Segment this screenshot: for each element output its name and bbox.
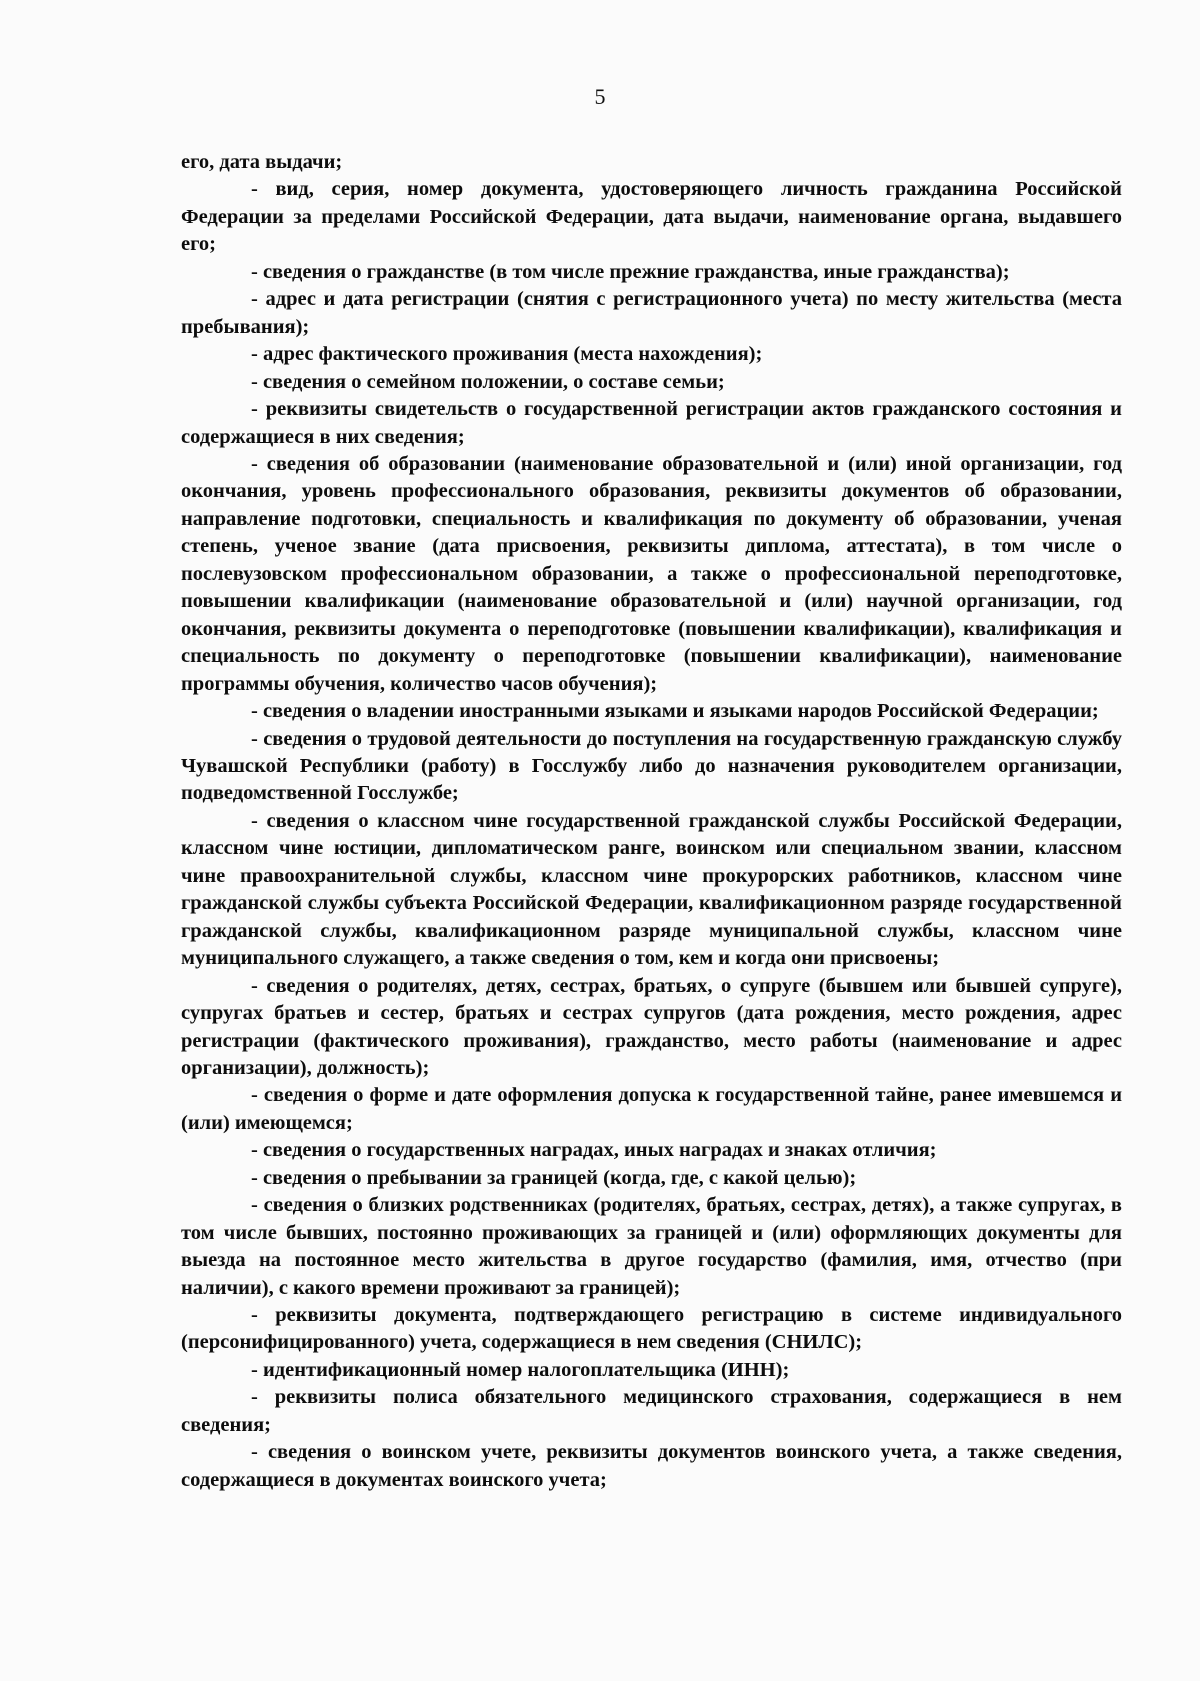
paragraph: - сведения о классном чине государственной гражданской службы Российской Федерации, классном чине юстиции, дипломатическом ранге, воинском или специальном звании, классном чине правоохранительной службы, классном чине прокурорских работников, классном чине гражданской службы субъекта Российской Федерации, квалификационном разряде государственной гражданской службы, квалификационном разряде муниципальной службы, классном чине муниципального служащего, а также сведения о том, кем и когда они присвоены;: [181, 809, 1122, 970]
paragraph: - реквизиты свидетельств о государственной регистрации актов гражданского состояния и содержащиеся в них сведения;: [181, 398, 1122, 448]
paragraph: - вид, серия, номер документа, удостоверяющего личность гражданина Российской Федерации за пределами Российской Федерации, дата выдачи, наименование органа, выдавшего его;: [181, 178, 1122, 256]
paragraph: - сведения о пребывании за границей (когда, где, с какой целью);: [251, 1166, 857, 1189]
paragraph: - сведения о близких родственниках (родителях, братьях, сестрах, детях), а также супругах, в том числе бывших, постоянно проживающих за границей и (или) оформляющих документы для выезда на постоянное место жительства в другое государство (фамилия, имя, отчество (при наличии), с какого времени проживают за границей);: [181, 1194, 1122, 1299]
paragraph: - адрес фактического проживания (места нахождения);: [251, 343, 763, 366]
paragraph: - идентификационный номер налогоплательщика (ИНН);: [251, 1358, 790, 1381]
paragraph: его, дата выдачи;: [181, 151, 343, 173]
paragraph: - сведения о форме и дате оформления допуска к государственной тайне, ранее имевшемся и (или) имеющемся;: [181, 1084, 1122, 1134]
page-number: 5: [594, 84, 606, 109]
paragraph: - сведения о трудовой деятельности до поступления на государственную гражданскую службу Чувашской Республики (работу) в Госслужбу либо до назначения руководителем организации, подведомственной Госслужбе;: [181, 727, 1122, 805]
document-body: [181, 149, 1122, 1494]
paragraph: - сведения о воинском учете, реквизиты документов воинского учета, а также сведения, содержащиеся в документах воинского учета;: [181, 1441, 1122, 1491]
paragraph: - сведения о родителях, детях, сестрах, братьях, о супруге (бывшем или бывшей супруге), супругах братьев и сестер, братьях и сестрах супругов (дата рождения, место рождения, адрес регистрации (фактического проживания), гражданство, место работы (наименование и адрес организации), должность);: [181, 974, 1122, 1079]
paragraph: - адрес и дата регистрации (снятия с регистрационного учета) по месту жительства (места пребывания);: [181, 288, 1122, 338]
paragraph: - реквизиты полиса обязательного медицинского страхования, содержащиеся в нем сведения;: [181, 1386, 1122, 1436]
paragraph: - реквизиты документа, подтверждающего регистрацию в системе индивидуального (персонифицированного) учета, содержащиеся в нем сведения (СНИЛС);: [181, 1304, 1122, 1354]
paragraph: - сведения о гражданстве (в том числе прежние гражданства, иные гражданства);: [251, 260, 1010, 283]
paragraph: - сведения о владении иностранными языками и языками народов Российской Федерации;: [251, 700, 1099, 723]
paragraph: - сведения о государственных наградах, иных наградах и знаках отличия;: [251, 1139, 937, 1162]
paragraph: - сведения об образовании (наименование образовательной и (или) иной организации, год окончания, уровень профессионального образования, реквизиты документов об образовании, направление подготовки, специальность и квалификация по документу об образовании, ученая степень, ученое звание (дата присвоения, реквизиты диплома, аттестата), в том числе о послевузовском профессиональном образовании, а также о профессиональной переподготовке, повышении квалификации (наименование образовательной и (или) научной организации, год окончания, реквизиты документа о переподготовке (повышении квалификации), квалификация и специальность по документу о переподготовке (повышении квалификации), наименование программы обучения, количество часов обучения);: [181, 452, 1122, 695]
paragraph: - сведения о семейном положении, о составе семьи;: [251, 370, 725, 393]
